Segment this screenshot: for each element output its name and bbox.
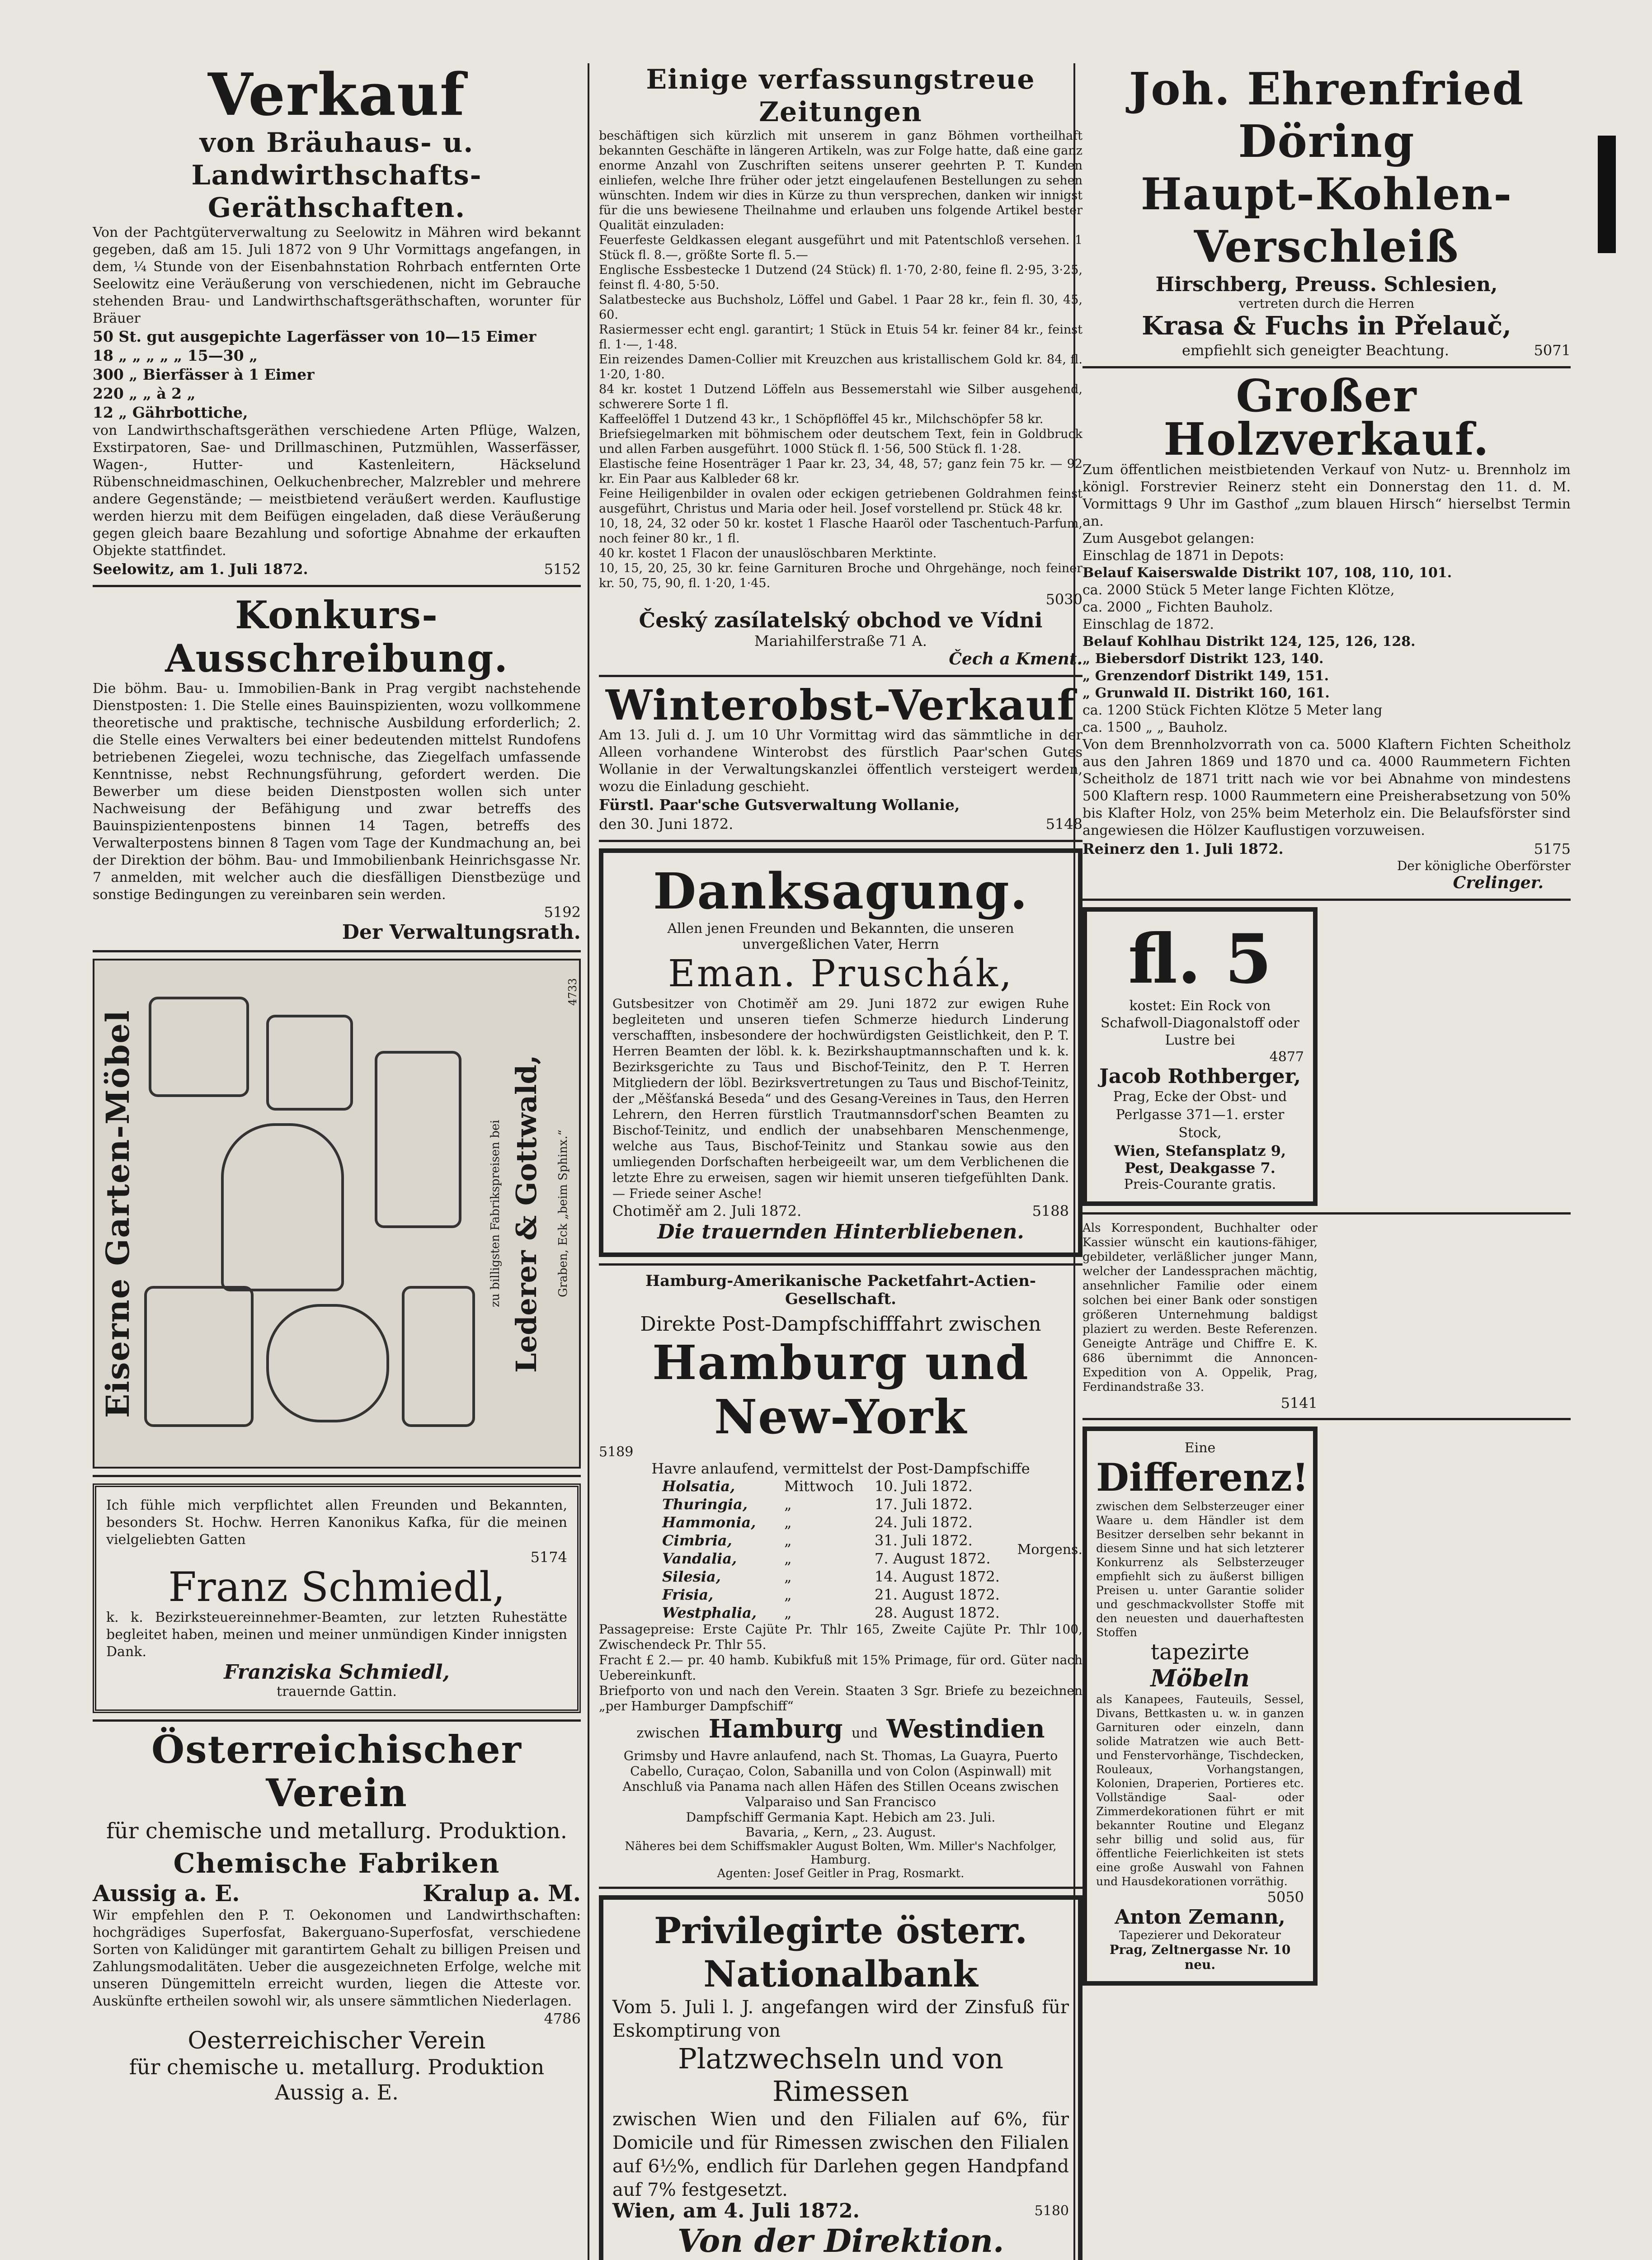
divider <box>1083 1418 1571 1420</box>
ship-ref: 5189 <box>599 1444 634 1460</box>
death-body: Ich fühle mich verpflichtet allen Freunden und Bekannten, besonders St. Hochw. Herren Kanonikus Kafka, für die meinen vielgeliebten Gatten <box>106 1497 567 1548</box>
death-role: trauernde Gattin. <box>277 1684 397 1700</box>
newspaper-page <box>25 45 1616 2260</box>
bank-notice <box>599 1895 1083 2260</box>
sale-item: 50 St. gut ausgepichte Lagerfässer von 10—15 Eimer <box>93 328 537 345</box>
ship-agent2: Agenten: Josef Geitler in Prag, Rosmarkt. <box>717 1867 965 1880</box>
job-ref: 5141 <box>1280 1394 1318 1412</box>
planter-illustration <box>266 1304 389 1422</box>
thanks-place: Chotiměř am 2. Juli 1872. <box>612 1202 802 1219</box>
basket-illustration <box>144 1286 254 1427</box>
sale-item: 220 „ „ à 2 „ <box>93 385 196 402</box>
bank-sign: Von der Direktion. <box>677 2222 1004 2260</box>
papers-item: Feine Heiligenbilder in ovalen oder eckigen getriebenen Goldrahmen feinst ausgeführt, Christus und Maria oder heil. Josef vorstellend pr. Stück 48 kr. <box>599 487 1083 516</box>
garden-ref: 4733 <box>566 978 579 1006</box>
coat-ad <box>1083 907 1318 1206</box>
papers-body: beschäftigen sich kürzlich mit unserem in ganz Böhmen vortheilhaft bekannten Geschäfte in längeren Artikeln, was zur Folge hatte, daß eine ganz enorme Anzahl von Zuschriften seitens unserer geehrten P. T. Kunden einliefen, welche Ihre früher oder jetzt eingelaufenen Bestellungen zu sehen wünschten. Indem wir dies in Kürze zu thun versprechen, danken wir innigst für die uns bewiesene Theilnahme und erlauben uns folgende Artikel bester Qualität einzuladen: <box>599 129 1083 232</box>
papers-item: Elastische feine Hosenträger 1 Paar kr. 23, 34, 48, 57; ganz fein 75 kr. — 92 kr. Ein Paar aus Kalbleder 68 kr. <box>599 457 1083 486</box>
ship-row: Hammonia, „ 24. Juli 1872. <box>662 1514 973 1531</box>
column-middle <box>599 63 1083 2260</box>
papers-item: Feuerfeste Geldkassen elegant ausgeführt und mit Patentschloß versehen. 1 Stück fl. 8.—, größte Sorte fl. 5.— <box>599 233 1083 262</box>
papers-item: Englische Essbestecke 1 Dutzend (24 Stück) fl. 1·70, 2·80, feine fl. 2·95, 3·25, feinst fl. 4·80, 5·50. <box>599 263 1083 292</box>
divider <box>93 1719 581 1722</box>
konkurs-ref: 5192 <box>544 904 581 921</box>
diff-ref: 5050 <box>1267 1888 1304 1906</box>
verein-loc2: Kralup a. M. <box>423 1880 581 1907</box>
diff-address: Prag, Zeltnergasse Nr. 10 neu. <box>1109 1942 1291 1972</box>
sale-item: 300 „ Bierfässer à 1 Eimer <box>93 366 315 383</box>
death-body2: k. k. Bezirksteuereinnehmer-Beamten, zur letzten Ruhestätte begleitet haben, meinen und meiner unmündigen Kinder innigsten Dank. <box>106 1610 567 1660</box>
wood-line: Belauf Kaiserswalde Distrikt 107, 108, 110, 101. <box>1083 565 1452 581</box>
coat-courant: Preis-Courante gratis. <box>1124 1177 1276 1192</box>
ship-havre: Havre anlaufend, vermittelst der Post-Dampfschiffe <box>651 1460 1030 1477</box>
verein-ad <box>93 1728 581 2105</box>
ship-fracht: Fracht £ 2.— pr. 40 hamb. Kubikfuß mit 15% Primage, für ord. Güter nach Uebereinkunft. <box>599 1653 1083 1683</box>
ship-row: Vandalia, „ 7. August 1872. <box>662 1550 991 1567</box>
coat-wien: Wien, Stefansplatz 9, <box>1114 1142 1286 1159</box>
verein-loc1: Aussig a. E. <box>93 1880 240 1907</box>
divider <box>93 585 581 587</box>
coal-rec: empfiehlt sich geneigter Beachtung. <box>1182 342 1450 359</box>
sofa-illustration <box>402 1286 475 1427</box>
ship-title: Hamburg und New-York <box>652 1335 1029 1445</box>
fruit-sign: Fürstl. Paar'sche Gutsverwaltung Wollanie, <box>599 796 960 814</box>
konkurs-ad <box>93 593 581 944</box>
ship-row: Thuringia, „ 17. Juli 1872. <box>662 1496 973 1513</box>
sale-item: 18 „ „ „ „ „ 15—30 „ <box>93 347 258 364</box>
wood-title: Großer Holzverkauf. <box>1163 370 1490 466</box>
konkurs-body: Die böhm. Bau- u. Immobilien-Bank in Prag vergibt nachstehende Dienstposten: 1. Die Stelle eines Bauinspizienten, wozu vollkommene theoretische und praktische, technische Ausbildung erforderlich; 2. die Stelle eines Verwalters bei einer bedeutenden mittelst Rundofens betriebenen Ziegelei, wozu technische, das Ziegelfach umfassende Kenntnisse, nebst Rechnungsführung, gefordert werden. Die Bewerber um diese beiden Dienstposten wollen sich unter Nachweisung der Befähigung und zwar betreffs des Bauinspizientenpostens binnen 14 Tagen, betreffs des Verwalterpostens binnen 8 Tagen vom Tage der Kundmachung an, bei der Direktion der böhm. Bau- und Immobilienbank Heinrichsgasse Nr. 7 anmelden, mit welcher auch die diesfälligen Dienstbezüge und sonstige Bedingungen zu vereinbaren sein werden. <box>93 681 581 903</box>
fruit-ref: 5148 <box>1045 815 1083 833</box>
garden-address: Graben, Eck „beim Sphinx.“ <box>556 1130 570 1298</box>
papers-item: 40 kr. kostet 1 Flacon der unauslöschbaren Merktinte. <box>599 546 937 560</box>
coat-price: fl. 5 <box>1128 919 1272 999</box>
sale-body: Von der Pachtgüterverwaltung zu Seelowitz in Mähren wird bekannt gegeben, daß am 15. Juli 1872 von 9 Uhr Vormittags angefangen, in dem, ¼ Stunde von der Eisenbahnstation Rohrbach entfernten Orte Seelowitz eine Veräußerung von verschiedenen, nicht im Gebrauche stehenden Brau- und Landwirthschaftsgeräthschaften, worunter für Bräuer <box>93 225 581 326</box>
ship-row: Cimbria, „ 31. Juli 1872. <box>662 1532 973 1549</box>
divider <box>599 675 1083 677</box>
diff-t2: tapezirte <box>1150 1639 1250 1665</box>
wood-line: Zum Ausgebot gelangen: <box>1083 531 1255 546</box>
coal-ref: 5071 <box>1534 342 1571 359</box>
divider <box>599 1263 1083 1266</box>
diff-role: Tapezierer und Dekorateur <box>1119 1929 1281 1942</box>
ship-between: zwischen <box>636 1725 700 1741</box>
garden-furniture-ad <box>93 959 581 1469</box>
job-ad <box>1083 1221 1318 1412</box>
ship-row: Frisia, „ 21. August 1872. <box>662 1586 1000 1603</box>
garden-small: zu billigsten Fabrikspreisen bei <box>489 1120 502 1308</box>
wood-body2: Von dem Brennholzvorrath von ca. 5000 Klaftern Fichten Scheitholz aus den Jahren 1869 und 1870 und ca. 4000 Raummetern Fichten Scheitholz de 1871 tritt nach wie vor bei Abnahme von mindestens 500 Klaftern resp. 1000 Raummetern eine Preisherabsetzung von 50% bis Klafter Holz, von 25% beim Meterholz ein. Die Belaufsförster sind angewiesen die Hölzer Kauflustigen vorzuweisen. <box>1083 737 1571 838</box>
thanks-title: Danksagung. <box>653 862 1029 920</box>
diff-body2: als Kanapees, Fauteuils, Sessel, Divans, Bettkasten u. w. in ganzen Garnituren oder einzeln, dann solide Matratzen wie auch Bett- und Fenstervorhänge, Tischdecken, Rouleaux, Vorhangstangen, Kolonien, Draperien, Portieres etc. Vollständige Saal- oder Zimmerdekorationen führt er mit bekannter Routine und Eleganz sehr billig und solid aus, für öffentliche Feierlichkeiten ist stets eine große Auswahl von Fahnen und Hausdekorationen vorräthig. <box>1096 1693 1304 1888</box>
fruit-title: Winterobst-Verkauf <box>605 681 1076 730</box>
death-name: Franz Schmiedl, <box>168 1563 505 1611</box>
coal-title2: Haupt-Kohlen-Verschleiß <box>1140 169 1513 272</box>
ship-prices: Passagepreise: Erste Cajüte Pr. Thlr 165, Zweite Cajüte Pr. Thlr 100, Zwischendeck Pr. Thlr 55. <box>599 1622 1083 1652</box>
ship-line1: Direkte Post-Dampfschifffahrt zwischen <box>640 1313 1041 1336</box>
ship-morning: Morgens. <box>1017 1541 1083 1558</box>
coat-address: Prag, Ecke der Obst- und Perlgasse 371—1. erster Stock, <box>1113 1089 1287 1141</box>
divider <box>1083 366 1571 368</box>
bank-big: Platzwechseln und von Rimessen <box>678 2042 1004 2108</box>
wheelbarrow-illustration <box>375 1051 461 1228</box>
coat-name: Jacob Rothberger, <box>1099 1065 1301 1088</box>
ship-schedule <box>599 1477 1017 1622</box>
differenz-ad <box>1083 1427 1318 1986</box>
wood-line: ca. 1200 Stück Fichten Klötze 5 Meter lang <box>1083 702 1383 718</box>
ship-company: Hamburg-Amerikanische Packetfahrt-Actien-Gesellschaft. <box>645 1272 1036 1308</box>
bank-ref: 5180 <box>1034 2203 1069 2219</box>
papers-item: Ein reizendes Damen-Collier mit Kreuzchen aus kristallischem Gold kr. 84, fl. 1·20, 1·80. <box>599 353 1083 381</box>
wood-line: Einschlag de 1872. <box>1083 617 1214 632</box>
coal-rep: vertreten durch die Herren <box>1238 296 1415 311</box>
death-sign: Franziska Schmiedl, <box>224 1661 450 1684</box>
coat-pest: Pest, Deakgasse 7. <box>1125 1159 1275 1177</box>
divider <box>1083 1212 1571 1215</box>
verein-foot3: Aussig a. E. <box>275 2080 399 2105</box>
ship-steamer2: Bavaria, „ Kern, „ 23. August. <box>745 1825 936 1840</box>
papers-ref: 5030 <box>1045 591 1083 608</box>
papers-item: 84 kr. kostet 1 Dutzend Löffeln aus Bessemerstahl wie Silber ausgehend, schwerere Sorte 1 fl. <box>599 382 1083 411</box>
coat-body: kostet: Ein Rock von Schafwoll-Diagonalstoff oder Lustre bei <box>1100 998 1300 1048</box>
verein-foot2: für chemische u. metallurg. Produktion <box>129 2055 545 2079</box>
verein-subtitle: für chemische und metallurg. Produktion. <box>106 1818 568 1844</box>
bank-body: Vom 5. Juli l. J. angefangen wird der Zinsfuß für Eskomptirung von <box>612 1997 1069 2041</box>
konkurs-sign: Der Verwaltungsrath. <box>342 921 581 944</box>
wood-line: „ Grenzendorf Distrikt 149, 151. <box>1083 668 1329 684</box>
papers-item: 10, 15, 20, 25, 30 kr. feine Garnituren Broche und Ohrgehänge, noch feiner kr. 50, 75, 90, fl. 1·20, 1·45. <box>599 561 1083 590</box>
thanks-notice <box>599 848 1083 1257</box>
wood-date: Reinerz den 1. Juli 1872. <box>1083 840 1284 857</box>
wood-line: Einschlag de 1871 in Depots: <box>1083 548 1285 564</box>
papers-address: Mariahilferstraße 71 A. <box>754 632 927 650</box>
diff-small: Eine <box>1184 1440 1216 1456</box>
thanks-ref: 5188 <box>1032 1202 1069 1219</box>
sale-ref: 5152 <box>544 560 581 578</box>
wood-ad <box>1083 370 1571 892</box>
ship-row: Silesia, „ 14. August 1872. <box>662 1568 1000 1585</box>
papers-owner: Čech a Kment. <box>949 650 1083 669</box>
coal-firm: Krasa & Fuchs in Přelauč, <box>1142 311 1511 341</box>
fruit-body: Am 13. Juli d. J. um 10 Uhr Vormittag wird das sämmtliche in der Alleen vorhandene Winterobst des fürstlich Paar'schen Gutes Wollanie in der Verwaltungskanzlei öffentlich versteigert werden, wozu die Einladung geschieht. <box>599 727 1083 795</box>
garden-title: Eiserne Garten-Möbel <box>99 1009 136 1418</box>
column-divider <box>588 63 589 2260</box>
gazebo-illustration <box>221 1123 344 1291</box>
thanks-intro: Allen jenen Freunden und Bekannten, die unseren unvergeßlichen Vater, Herrn <box>667 921 1014 952</box>
verein-ref: 4786 <box>544 2010 581 2027</box>
diff-body: zwischen dem Selbsterzeuger einer Waare u. dem Händler ist dem Besitzer derselben sehr bekannt in diesem Sinne und hat sich letzterer Konkurrenz als Selbsterzeuger empfiehlt sich zu äußerst billigen Preisen u. unter Garantie solider und geschmackvollster Stoffe mit den neuesten und dauerhaftesten Stoffen <box>1096 1500 1304 1639</box>
verein-body: Wir empfehlen den P. T. Oekonomen und Landwirthschaften: hochgrädiges Superfosfat, Bakerguano-Superfosfat, verschiedene Sorten von Kalidünger mit garantirtem Gehalt zu billigen Preisen und Zahlungsmodalitäten. Ueber die ausgezeichneten Erfolge, welche mit unseren Düngemitteln erreicht wurden, liegen die Atteste vor. Auskünfte ertheilen sowohl wir, als unsere sämmtlichen Niederlagen. <box>93 1907 581 2009</box>
wood-line: „ Grunwald II. Distrikt 160, 161. <box>1083 685 1330 701</box>
page-edge-mark <box>1598 136 1616 253</box>
papers-czech: Český zasílatelský obchod ve Vídni <box>639 608 1043 632</box>
sale-ad <box>93 63 581 579</box>
diff-t3: Möbeln <box>1150 1665 1250 1692</box>
shipping-ad <box>599 1272 1083 1880</box>
ship-body: Grimsby und Havre anlaufend, nach St. Thomas, La Guayra, Puerto Cabello, Curaçao, Colon, Sabanilla und von Colon (Aspinwall) mit Anschluß via Panama nach allen Häfen des Stillen Oceans zwischen Valparaiso und San Francisco <box>622 1748 1059 1809</box>
divider <box>1083 899 1571 901</box>
sale-title: Verkauf <box>207 61 466 129</box>
ship-row: Westphalia, „ 28. August 1872. <box>662 1604 1000 1621</box>
divider <box>93 950 581 952</box>
death-notice <box>93 1483 581 1713</box>
wood-line: ca. 2000 „ Fichten Bauholz. <box>1083 599 1273 615</box>
sale-subtitle: von Bräuhaus- u. Landwirthschafts-Geräthschaften. <box>191 127 482 224</box>
ship-brief: Briefporto von und nach den Verein. Staaten 3 Sgr. Briefe zu bezeichnen „per Hamburger Dampfschiff“ <box>599 1683 1083 1714</box>
wood-name: Crelinger. <box>1453 873 1544 892</box>
fruit-date: den 30. Juni 1872. <box>599 815 734 833</box>
ship-west2: Westindien <box>886 1714 1045 1744</box>
thanks-name: Eman. Pruschák, <box>668 952 1014 995</box>
verein-title: Österreichischer Verein <box>151 1727 522 1815</box>
papers-item: Kaffeelöffel 1 Dutzend 43 kr., 1 Schöpflöffel 45 kr., Milchschöpfer 58 kr. <box>599 412 1044 426</box>
death-ref: 5174 <box>530 1549 567 1566</box>
ship-steamer: Dampfschiff Germania Kapt. Hebich am 23. Juli. <box>686 1810 996 1825</box>
wood-ref: 5175 <box>1534 840 1571 857</box>
wood-line: ca. 2000 Stück 5 Meter lange Fichten Klötze, <box>1083 582 1395 598</box>
konkurs-title: Konkurs-Ausschreibung. <box>165 593 508 681</box>
coat-ref: 4877 <box>1269 1049 1304 1065</box>
papers-item: Salatbestecke aus Buchsholz, Löffel und Gabel. 1 Paar 28 kr., fein fl. 30, 45, 60. <box>599 293 1083 322</box>
wood-line: „ Biebersdorf Distrikt 123, 140. <box>1083 651 1324 667</box>
thanks-sign: Die trauernden Hinterbliebenen. <box>657 1220 1024 1243</box>
column-right <box>1083 63 1571 1986</box>
wood-line: Belauf Kohlhau Distrikt 124, 125, 126, 128. <box>1083 634 1416 650</box>
wood-line: ca. 1500 „ „ Bauholz. <box>1083 720 1228 735</box>
divider <box>599 1887 1083 1889</box>
wood-body: Zum öffentlichen meistbietenden Verkauf von Nutz- u. Brennholz im königl. Forstrevier Reinerz steht ein Donnerstag den 11. d. M. Vormittags 9 Uhr im Gasthof „zum blauen Hirsch“ hierselbst Termin an. <box>1083 462 1571 529</box>
fruit-ad <box>599 683 1083 833</box>
papers-item: Rasiermesser echt engl. garantirt; 1 Stück in Etuis 54 kr. feiner 84 kr., feinst fl. 1·—, 1·48. <box>599 323 1083 352</box>
papers-title: Einige verfassungstreue Zeitungen <box>646 64 1035 128</box>
coal-place: Hirschberg, Preuss. Schlesien, <box>1155 273 1498 296</box>
papers-item: 10, 18, 24, 32 oder 50 kr. kostet 1 Flasche Haaröl oder Taschentuch-Parfum, noch feiner 80 kr., 1 fl. <box>599 517 1083 546</box>
diff-title: Differenz! <box>1096 1455 1309 1500</box>
verein-foot1: Oesterreichischer Verein <box>188 2027 486 2054</box>
ship-und: und <box>852 1725 878 1741</box>
column-left <box>93 63 581 2105</box>
thanks-body: Gutsbesitzer von Chotiměř am 29. Juni 1872 zur ewigen Ruhe begleiteten und unseren tiefen Schmerze hiedurch Linderung verschafften, insbesondere der hochwürdigsten Geistlichkeit, den P. T. Herren Beamten der löbl. k. k. Bezirkshauptmannschaften und k. k. Bezirksgerichte zu Taus und Bischof-Teinitz, den P. T. Herren Mitgliedern der löbl. Bezirksvertretungen zu Taus und Bischof-Teinitz, der „Měšťanská Beseda“ und des Gesang-Vereines in Taus, den Herren Lehrern, den Herren fürstlich Trautmannsdorf'schen Beamten zu Bischof-Teinitz, und endlich der unabsehbaren Menschenmenge, welche aus Taus, Bischof-Teinitz und Stankau sowie aus den umliegenden Dorfschaften herbeigeeilt war, um dem Verblichenen die letzte Ehre zu erweisen, sagen wir hiemit unseren tiefgefühlten Dank. — Friede seiner Asche! <box>612 996 1069 1201</box>
sale-dateline: Seelowitz, am 1. Juli 1872. <box>93 560 308 578</box>
job-body: Als Korrespondent, Buchhalter oder Kassier wünscht ein kautions-fähiger, gebildeter, verläßlicher junger Mann, welcher der Landessprachen mächtig, ansehnlicher Familie oder einem solchen bei einer Bank oder sonstigen größeren Unternehmung baldigst plaziert zu werden. Beste Referenzen. Geneigte Anträge und Chiffre E. K. 686 übernimmt die Annoncen-Expedition von A. Oppelik, Prag, Ferdinandstraße 33. <box>1083 1221 1318 1394</box>
divider <box>93 1475 581 1477</box>
sale-item: 12 „ Gährbottiche, <box>93 404 248 421</box>
divider <box>599 840 1083 842</box>
bench-illustration <box>149 997 249 1097</box>
papers-ad <box>599 63 1083 669</box>
bank-body2: zwischen Wien und den Filialen auf 6%, für Domicile und für Rimessen zwischen den Filialen auf 6½%, endlich für Darlehen gegen Handpfand auf 7% festgesetzt. <box>612 2109 1069 2200</box>
ship-agent: Näheres bei dem Schiffsmakler August Bolten, Wm. Miller's Nachfolger, Hamburg. <box>625 1840 1057 1867</box>
papers-item: Briefsiegelmarken mit böhmischem oder deutschem Text, fein in Goldbruck und allen Farben ausgeführt. 1000 Stück fl. 1·56, 500 Stück fl. 1·28. <box>599 427 1083 456</box>
garden-firm: Lederer & Gottwald, <box>510 1055 543 1373</box>
diff-name: Anton Zemann, <box>1115 1906 1285 1929</box>
bank-date: Wien, am 4. Juli 1872. <box>612 2199 860 2222</box>
ship-row: Holsatia, Mittwoch 10. Juli 1872. <box>662 1478 973 1495</box>
chair-illustration <box>266 1015 353 1111</box>
coal-title1: Joh. Ehrenfried Döring <box>1129 63 1525 168</box>
sale-body2: von Landwirthschaftsgeräthen verschiedene Arten Pflüge, Walzen, Exstirpatoren, Sae- und Drillmaschinen, Putzmühlen, Wasserfässer, Wagen-, Hutter- und Kastenleitern, Häckselund Rübenschneidmaschinen, Oelkuchenbrecher, Malzrebler und mehrere andere Gegenstände; — meistbietend veräußert werden. Kauflustige werden hierzu mit dem Beifügen eingeladen, daß diese Veräußerung gegen gleich baare Bezahlung und sofortige Abnahme der erkauften Objekte stattfindet. <box>93 423 581 559</box>
ship-west1: Hamburg <box>708 1714 843 1744</box>
bank-title: Privilegirte österr. Nationalbank <box>654 1909 1028 1995</box>
verein-factories: Chemische Fabriken <box>173 1848 500 1879</box>
wood-office: Der königliche Oberförster <box>1397 858 1571 873</box>
coal-ad <box>1083 63 1571 360</box>
